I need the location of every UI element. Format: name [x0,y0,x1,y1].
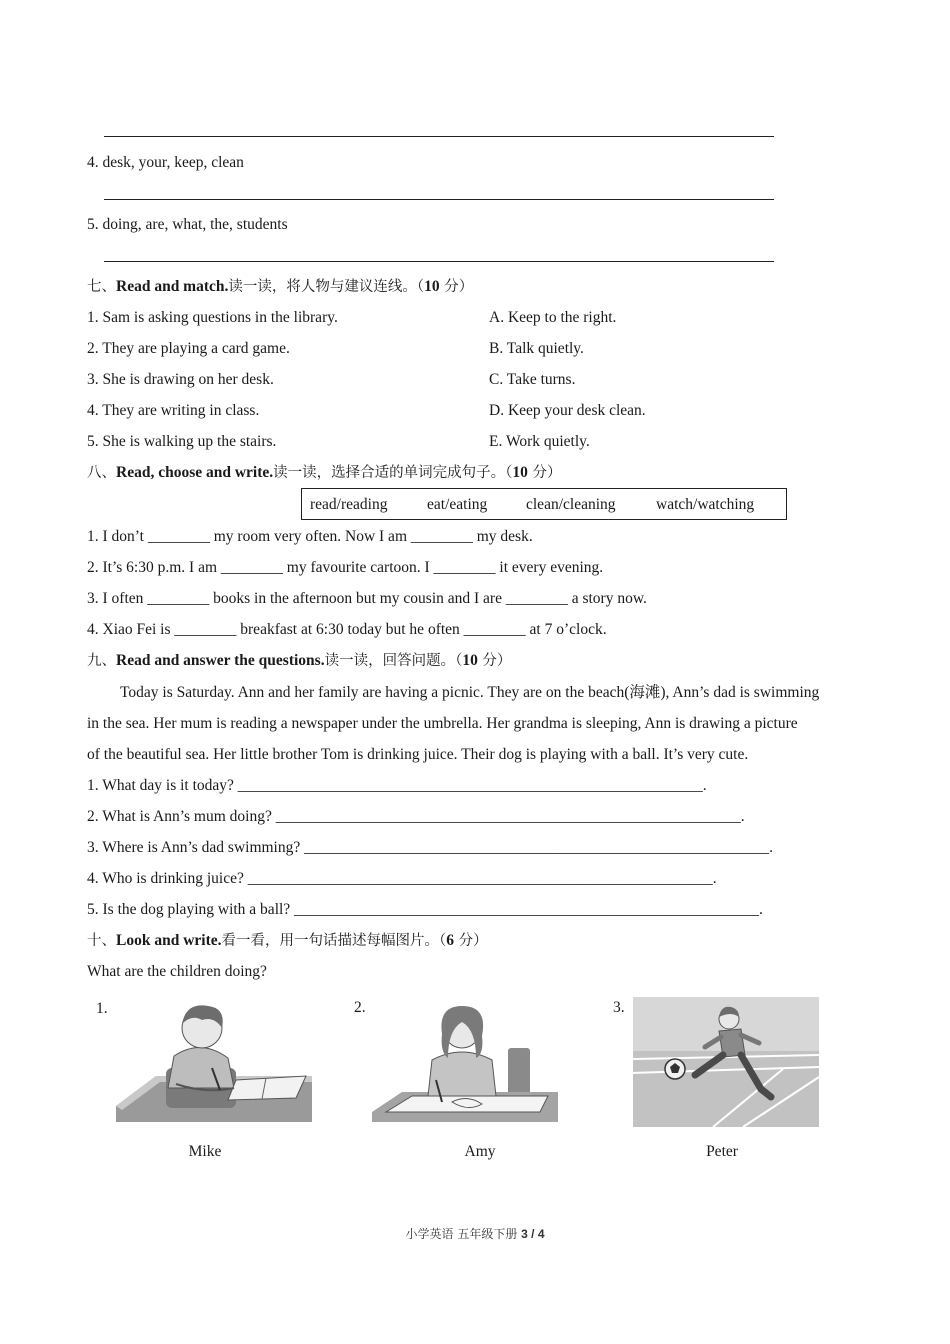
boy-writing-illustration [116,998,312,1126]
match-left-item: 3. She is drawing on her desk. [87,371,274,388]
match-left-item: 2. They are playing a card game. [87,340,290,357]
reorder-item-4: 4. desk, your, keep, clean [87,154,244,171]
fill-blank-item: 2. It’s 6:30 p.m. I am ________ my favourite cartoon. I ________ it every evening. [87,559,604,576]
match-right-item: D. Keep your desk clean. [489,402,646,419]
question-item: 4. Who is drinking juice? ____________________________________________________________. [87,870,717,887]
question-item: 3. Where is Ann’s dad swimming? ____________________________________________________________. [87,839,773,856]
fill-blank-item: 3. I often ________ books in the afternoon but my cousin and I are ________ a story now. [87,590,647,607]
page-number: 3 / 4 [521,1227,545,1241]
passage-line: of the beautiful sea. Her little brother Tom is drinking juice. Their dog is playing with a ball. It’s very cute. [87,746,749,763]
passage-line: in the sea. Her mum is reading a newspaper under the umbrella. Her grandma is sleeping, Ann is drawing a picture [87,715,798,732]
question-item: 2. What is Ann’s mum doing? ____________________________________________________________. [87,808,745,825]
footer-text: 小学英语 五年级下册 [405,1227,522,1241]
fill-blank-item: 1. I don’t ________ my room very often. Now I am ________ my desk. [87,528,533,545]
page-footer [0,1225,950,1242]
answer-line [104,136,774,137]
word-bank-item: read/reading [310,496,388,513]
answer-line [104,261,774,262]
picture-number: 2. [354,999,366,1016]
picture-caption: Peter [706,1143,738,1160]
match-right-item: C. Take turns. [489,371,576,388]
section-10-heading: 十、Look and write.看一看，用一句话描述每幅图片。（6 分） [87,932,488,949]
section-7-heading: 七、Read and match.读一读，将人物与建议连线。（10 分） [87,278,474,295]
fill-blank-item: 4. Xiao Fei is ________ breakfast at 6:30 today but he often ________ at 7 o’clock. [87,621,607,638]
match-right-item: B. Talk quietly. [489,340,584,357]
reorder-item-5: 5. doing, are, what, the, students [87,216,288,233]
section-8-heading: 八、Read, choose and write.读一读，选择合适的单词完成句子。（10 分） [87,464,562,481]
picture-number: 1. [96,1000,108,1017]
section-10-prompt: What are the children doing? [87,963,267,980]
match-left-item: 1. Sam is asking questions in the library. [87,309,338,326]
word-bank-item: eat/eating [427,496,488,513]
word-bank-box [301,488,787,520]
word-bank-item: watch/watching [656,496,755,513]
section-9-heading: 九、Read and answer the questions.读一读，回答问题。（10 分） [87,652,512,669]
passage-line: Today is Saturday. Ann and her family are having a picnic. They are on the beach(海滩), Ann’s dad is swimming [120,684,820,701]
picture-caption: Amy [464,1143,496,1160]
answer-line [104,199,774,200]
word-bank-item: clean/cleaning [526,496,616,513]
picture-number: 3. [613,999,625,1016]
match-left-item: 5. She is walking up the stairs. [87,433,277,450]
question-item: 5. Is the dog playing with a ball? ____________________________________________________________. [87,901,763,918]
match-left-item: 4. They are writing in class. [87,402,260,419]
match-right-item: A. Keep to the right. [489,309,617,326]
boy-playing-football-illustration [633,997,819,1127]
match-right-item: E. Work quietly. [489,433,590,450]
picture-caption: Mike [188,1143,222,1160]
girl-drawing-illustration [372,1000,558,1124]
question-item: 1. What day is it today? ____________________________________________________________. [87,777,707,794]
